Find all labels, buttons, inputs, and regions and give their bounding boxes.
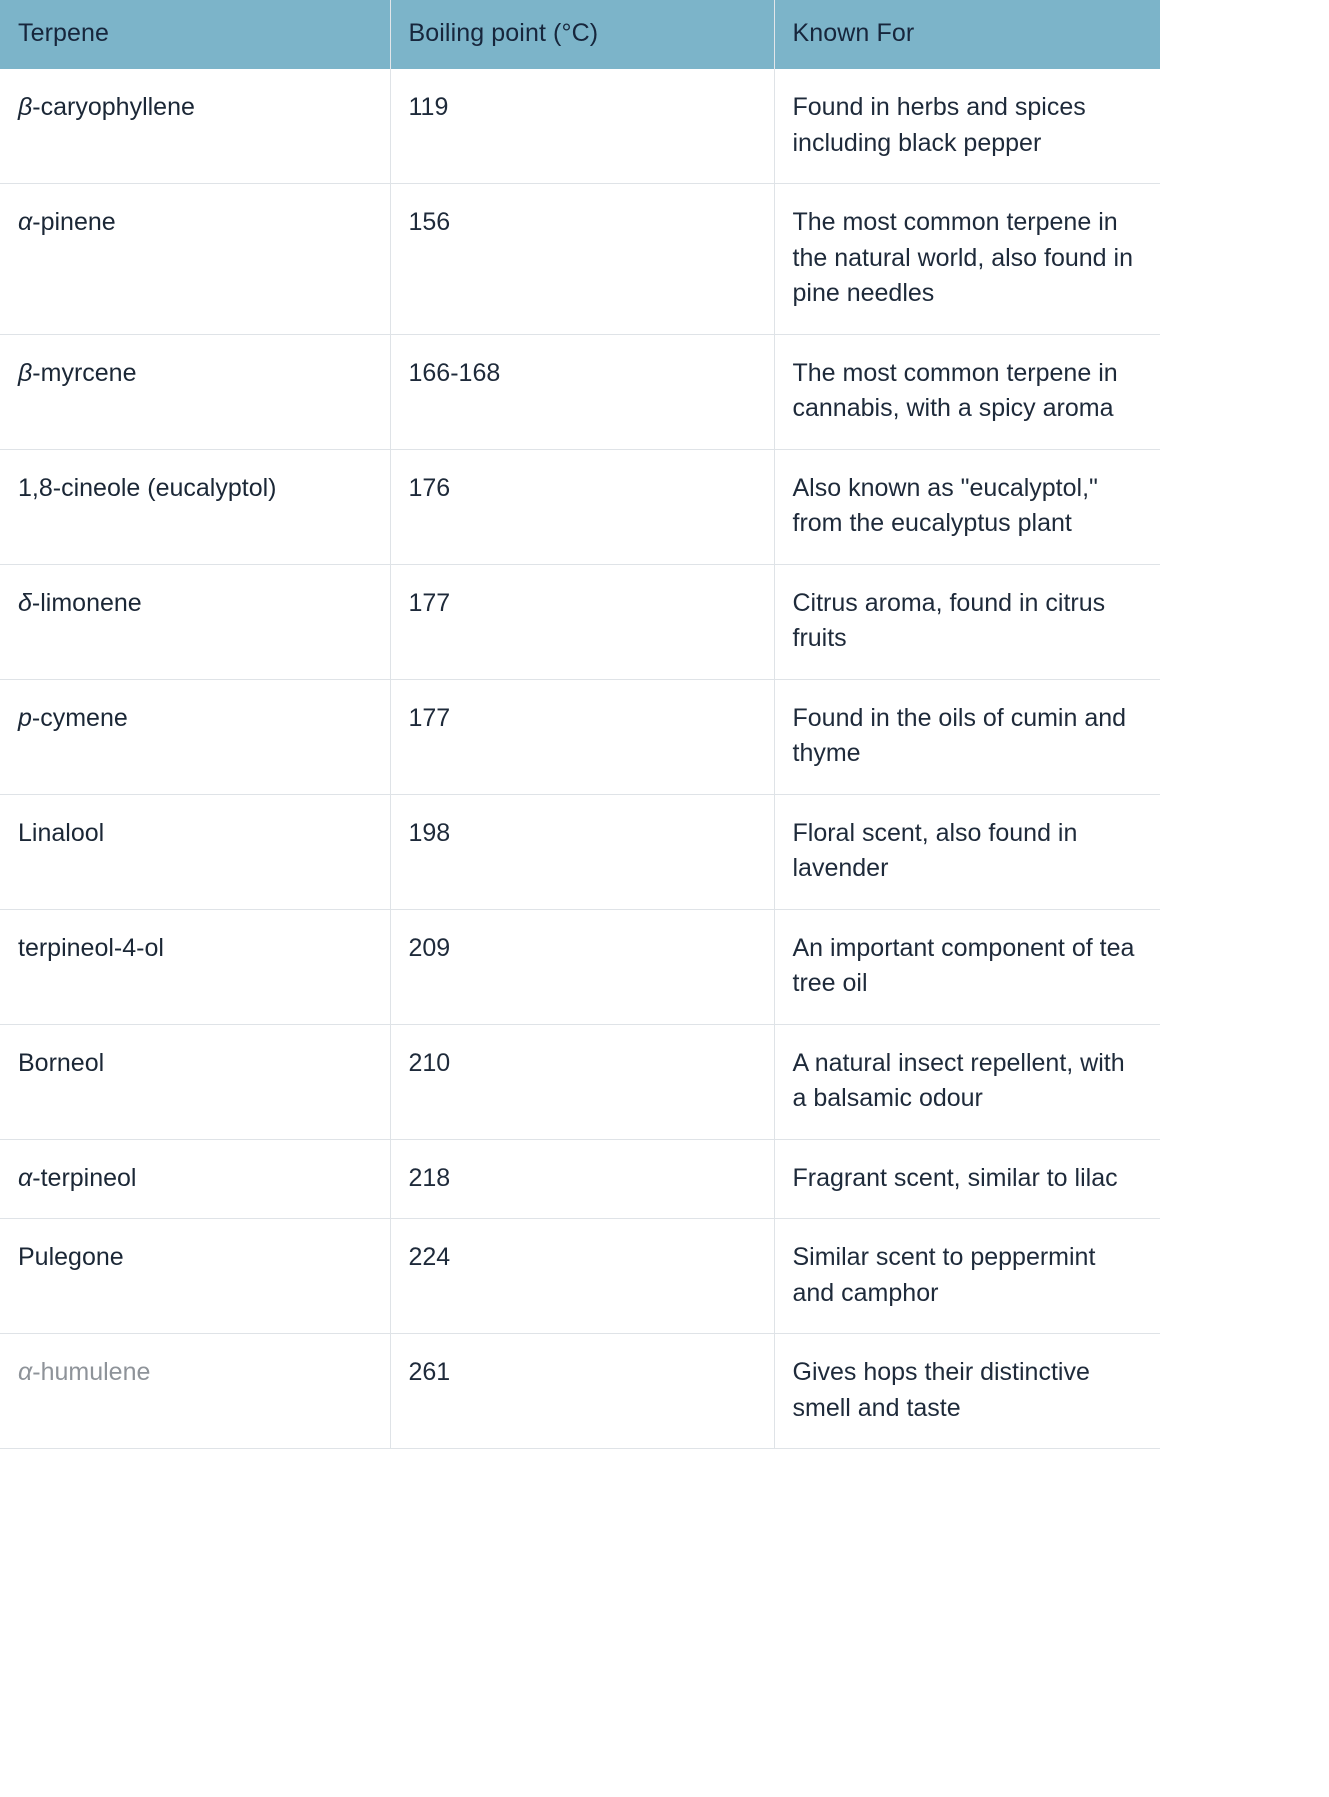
cell-boiling-point: 177 xyxy=(390,679,774,794)
cell-boiling-point: 177 xyxy=(390,564,774,679)
cell-boiling-point: 224 xyxy=(390,1219,774,1334)
table-row xyxy=(0,184,1160,335)
cell-terpene-name: β-caryophyllene xyxy=(0,69,390,184)
cell-terpene-name: Borneol xyxy=(0,1024,390,1139)
cell-boiling-point: 166-168 xyxy=(390,334,774,449)
cell-known-for: Also known as "eucalyptol," from the eucalyptus plant xyxy=(774,449,1160,564)
column-header-known-for: Known For xyxy=(774,0,1160,69)
table-row xyxy=(0,1219,1160,1334)
cell-known-for: A natural insect repellent, with a balsamic odour xyxy=(774,1024,1160,1139)
cell-terpene-name: α-terpineol xyxy=(0,1139,390,1219)
table-row xyxy=(0,1334,1160,1449)
cell-terpene-name: terpineol-4-ol xyxy=(0,909,390,1024)
cell-terpene-name: β-myrcene xyxy=(0,334,390,449)
cell-boiling-point: 209 xyxy=(390,909,774,1024)
cell-boiling-point: 261 xyxy=(390,1334,774,1449)
cell-terpene-name: p-cymene xyxy=(0,679,390,794)
table-row xyxy=(0,69,1160,184)
cell-terpene-name: 1,8-cineole (eucalyptol) xyxy=(0,449,390,564)
table-row xyxy=(0,334,1160,449)
table-row xyxy=(0,794,1160,909)
cell-known-for: Fragrant scent, similar to lilac xyxy=(774,1139,1160,1219)
table-row xyxy=(0,909,1160,1024)
table-header xyxy=(0,0,1160,69)
cell-terpene-name: Pulegone xyxy=(0,1219,390,1334)
table-row xyxy=(0,679,1160,794)
cell-known-for: The most common terpene in cannabis, with a spicy aroma xyxy=(774,334,1160,449)
cell-terpene-name: δ-limonene xyxy=(0,564,390,679)
cell-known-for: Found in the oils of cumin and thyme xyxy=(774,679,1160,794)
cell-known-for: Similar scent to peppermint and camphor xyxy=(774,1219,1160,1334)
cell-boiling-point: 218 xyxy=(390,1139,774,1219)
cell-known-for: Found in herbs and spices including black pepper xyxy=(774,69,1160,184)
cell-terpene-name: α-humulene xyxy=(0,1334,390,1449)
cell-known-for: Floral scent, also found in lavender xyxy=(774,794,1160,909)
table-body xyxy=(0,69,1160,1449)
table-row xyxy=(0,1024,1160,1139)
table-header-row xyxy=(0,0,1160,69)
cell-boiling-point: 119 xyxy=(390,69,774,184)
cell-known-for: Gives hops their distinctive smell and taste xyxy=(774,1334,1160,1449)
table-row xyxy=(0,1139,1160,1219)
cell-terpene-name: Linalool xyxy=(0,794,390,909)
cell-boiling-point: 156 xyxy=(390,184,774,335)
cell-boiling-point: 198 xyxy=(390,794,774,909)
column-header-boiling-point: Boiling point (°C) xyxy=(390,0,774,69)
cell-boiling-point: 176 xyxy=(390,449,774,564)
column-header-terpene: Terpene xyxy=(0,0,390,69)
table-row xyxy=(0,449,1160,564)
cell-known-for: Citrus aroma, found in citrus fruits xyxy=(774,564,1160,679)
table-row xyxy=(0,564,1160,679)
cell-terpene-name: α-pinene xyxy=(0,184,390,335)
cell-known-for: An important component of tea tree oil xyxy=(774,909,1160,1024)
cell-boiling-point: 210 xyxy=(390,1024,774,1139)
cell-known-for: The most common terpene in the natural world, also found in pine needles xyxy=(774,184,1160,335)
